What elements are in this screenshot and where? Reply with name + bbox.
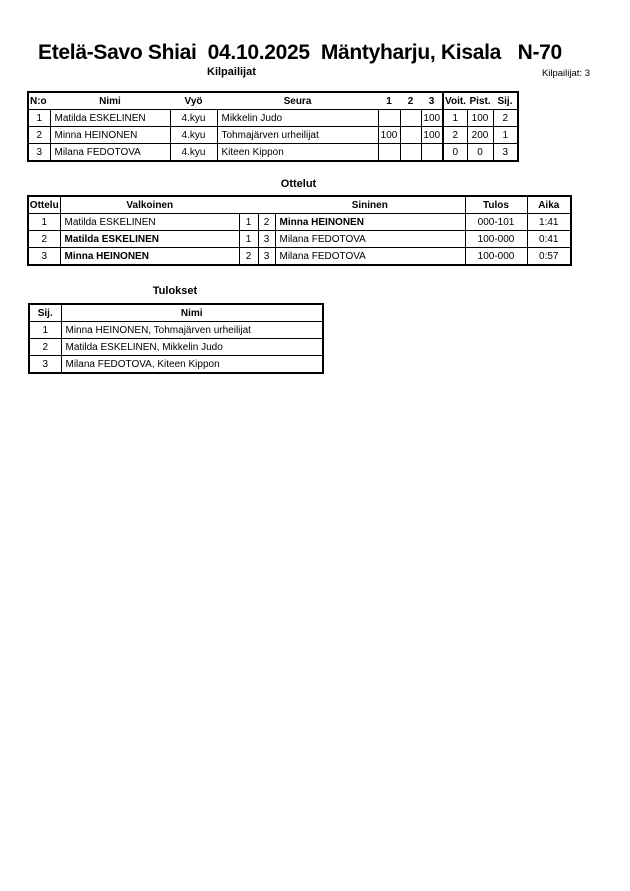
- cell-match2: [400, 127, 421, 144]
- results-header-row: [29, 304, 323, 322]
- cell-match1: [378, 144, 400, 162]
- col-header-points: Pist.: [467, 92, 493, 110]
- col-header-place: Sij.: [29, 304, 61, 322]
- result-row: [29, 322, 323, 339]
- competitors-header-row: [28, 92, 518, 110]
- col-header-time: Aika: [527, 196, 571, 214]
- cell-white-no: 1: [239, 214, 258, 231]
- cell-match3: [421, 144, 443, 162]
- cell-name: Matilda ESKELINEN, Mikkelin Judo: [61, 339, 323, 356]
- cell-blue-no: 3: [258, 248, 275, 266]
- col-header-name: Nimi: [61, 304, 323, 322]
- col-header-blue: Sininen: [275, 196, 465, 214]
- results-table: [28, 303, 324, 374]
- competitor-row: [28, 127, 518, 144]
- cell-white-no: 2: [239, 248, 258, 266]
- cell-wins: 0: [443, 144, 467, 162]
- cell-match-no: 1: [28, 214, 60, 231]
- cell-place: 2: [493, 110, 518, 127]
- col-header-wins: Voit.: [443, 92, 467, 110]
- cell-name: Milana FEDOTOVA, Kiteen Kippon: [61, 356, 323, 374]
- col-header-blue-no: [258, 196, 275, 214]
- match-row: [28, 248, 571, 266]
- cell-name: Minna HEINONEN: [50, 127, 170, 144]
- cell-name: Milana FEDOTOVA: [50, 144, 170, 162]
- cell-place: 2: [29, 339, 61, 356]
- cell-no: 2: [28, 127, 50, 144]
- cell-time: 0:41: [527, 231, 571, 248]
- cell-belt: 4.kyu: [170, 127, 217, 144]
- col-header-white-no: [239, 196, 258, 214]
- cell-white-no: 1: [239, 231, 258, 248]
- col-header-match1: 1: [378, 92, 400, 110]
- cell-name: Minna HEINONEN, Tohmajärven urheilijat: [61, 322, 323, 339]
- cell-match1: 100: [378, 127, 400, 144]
- cell-no: 1: [28, 110, 50, 127]
- match-row: [28, 214, 571, 231]
- competitors-count: Kilpailijat: 3: [541, 68, 590, 79]
- col-header-place: Sij.: [493, 92, 518, 110]
- cell-white-name: Matilda ESKELINEN: [60, 214, 239, 231]
- cell-points: 0: [467, 144, 493, 162]
- col-header-match: Ottelu: [28, 196, 60, 214]
- col-header-club: Seura: [217, 92, 378, 110]
- cell-wins: 2: [443, 127, 467, 144]
- cell-result: 100-000: [465, 231, 527, 248]
- cell-blue-name: Minna HEINONEN: [275, 214, 465, 231]
- col-header-white: Valkoinen: [60, 196, 239, 214]
- cell-club: Tohmajärven urheilijat: [217, 127, 378, 144]
- cell-place: 1: [29, 322, 61, 339]
- page-title: Etelä-Savo Shiai 04.10.2025 Mäntyharju, Kisala N-70: [38, 41, 562, 64]
- cell-points: 200: [467, 127, 493, 144]
- cell-match2: [400, 144, 421, 162]
- cell-no: 3: [28, 144, 50, 162]
- cell-white-name: Minna HEINONEN: [60, 248, 239, 266]
- cell-match-no: 2: [28, 231, 60, 248]
- cell-match3: 100: [421, 127, 443, 144]
- cell-time: 0:57: [527, 248, 571, 266]
- result-row: [29, 356, 323, 374]
- cell-blue-no: 3: [258, 231, 275, 248]
- cell-blue-name: Milana FEDOTOVA: [275, 248, 465, 266]
- section-label-matches: Ottelut: [280, 178, 317, 190]
- col-header-match2: 2: [400, 92, 421, 110]
- cell-club: Kiteen Kippon: [217, 144, 378, 162]
- cell-result: 100-000: [465, 248, 527, 266]
- cell-time: 1:41: [527, 214, 571, 231]
- cell-place: 3: [493, 144, 518, 162]
- match-row: [28, 231, 571, 248]
- col-header-no: N:o: [28, 92, 50, 110]
- competitor-row: [28, 144, 518, 162]
- matches-header-row: [28, 196, 571, 214]
- cell-club: Mikkelin Judo: [217, 110, 378, 127]
- cell-match3: 100: [421, 110, 443, 127]
- col-header-name: Nimi: [50, 92, 170, 110]
- cell-match1: [378, 110, 400, 127]
- cell-blue-no: 2: [258, 214, 275, 231]
- cell-belt: 4.kyu: [170, 110, 217, 127]
- cell-points: 100: [467, 110, 493, 127]
- result-row: [29, 339, 323, 356]
- section-label-results: Tulokset: [152, 285, 198, 297]
- cell-result: 000-101: [465, 214, 527, 231]
- competitor-row: [28, 110, 518, 127]
- cell-belt: 4.kyu: [170, 144, 217, 162]
- matches-table: [27, 195, 572, 266]
- col-header-result: Tulos: [465, 196, 527, 214]
- competitors-table: [27, 91, 519, 162]
- cell-wins: 1: [443, 110, 467, 127]
- cell-blue-name: Milana FEDOTOVA: [275, 231, 465, 248]
- cell-place: 3: [29, 356, 61, 374]
- cell-place: 1: [493, 127, 518, 144]
- col-header-match3: 3: [421, 92, 443, 110]
- cell-name: Matilda ESKELINEN: [50, 110, 170, 127]
- col-header-belt: Vyö: [170, 92, 217, 110]
- cell-white-name: Matilda ESKELINEN: [60, 231, 239, 248]
- cell-match2: [400, 110, 421, 127]
- cell-match-no: 3: [28, 248, 60, 266]
- section-label-competitors: Kilpailijat: [207, 66, 256, 78]
